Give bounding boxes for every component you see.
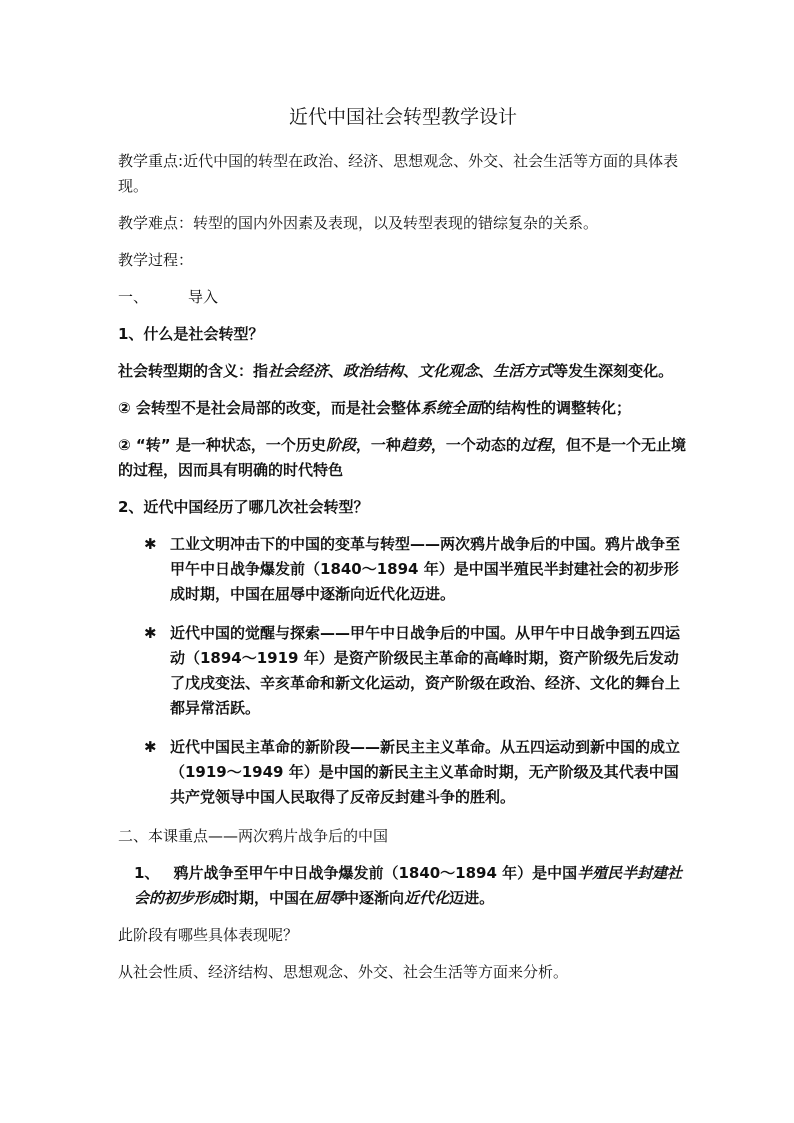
asterisk-bullet-icon: ✱: [144, 624, 157, 642]
list-item: ✱ 近代中国的觉醒与探索——甲午中日战争后的中国。从甲午中日战争到五四运动（1894～1919 年）是资产阶级民主革命的高峰时期，资产阶级先后发动了戊戌变法、辛亥革命和新文化运动，资产阶级在政治、经济、文化的舞台上都异常活跃。: [118, 621, 686, 721]
point-one-paragraph: ② 会转型不是社会局部的改变，而是社会整体系统全面的结构性的调整转化；: [118, 399, 631, 417]
list-item: ✱ 近代中国民主革命的新阶段——新民主主义革命。从五四运动到新中国的成立（1919～1949 年）是中国的新民主主义革命时期，无产阶级及其代表中国共产党领导中国人民取得了反帝反封建斗争的胜利。: [118, 735, 686, 810]
section-one-title: 导入: [188, 288, 219, 306]
asterisk-bullet-icon: ✱: [144, 738, 157, 756]
section-one-heading: [118, 285, 686, 310]
teaching-difficulty: 教学难点：转型的国内外因素及表现，以及转型表现的错综复杂的关系。: [118, 214, 599, 232]
document-page: [118, 102, 686, 997]
asterisk-bullet-icon: ✱: [144, 535, 157, 553]
key-point-label: 教学重点: [118, 152, 179, 170]
document-title: 近代中国社会转型教学设计: [288, 106, 517, 128]
question-two-heading: 2、近代中国经历了哪几次社会转型？: [118, 498, 369, 516]
definition-paragraph: 社会转型期的含义：指社会经济、政治结构、文化观念、生活方式等发生深刻变化。: [118, 362, 674, 380]
teaching-process-label: 教学过程：: [118, 251, 194, 269]
subsection-one-paragraph: 1、 鸦片战争至甲午中日战争爆发前（1840～1894 年）是中国半殖民半封建社会的初步形成时期，中国在屈辱中逐渐向近代化迈进。: [134, 864, 683, 907]
key-point-text: 近代中国的转型在政治、经济、思想观念、外交、社会生活等方面的具体表现。: [118, 152, 679, 195]
section-two-heading: 二、本课重点——两次鸦片战争后的中国: [118, 827, 389, 845]
analysis-note: 从社会性质、经济结构、思想观念、外交、社会生活等方面来分析。: [118, 963, 569, 981]
list-item: ✱ 工业文明冲击下的中国的变革与转型——两次鸦片战争后的中国。鸦片战争至甲午中日战争爆发前（1840～1894 年）是中国半殖民半封建社会的初步形成时期，中国在屈辱中逐渐向近代化迈进。: [118, 532, 686, 607]
point-two-paragraph: ② “转” 是一种状态，一个历史阶段，一种趋势，一个动态的过程，但不是一个无止境的过程，因而具有明确的时代特色: [118, 436, 686, 479]
section-one-number: 一、: [118, 288, 149, 306]
teaching-key-point: 教学重点:近代中国的转型在政治、经济、思想观念、外交、社会生活等方面的具体表现。: [118, 152, 679, 195]
question-one-heading: 1、什么是社会转型？: [118, 325, 264, 343]
stage-question: 此阶段有哪些具体表现呢？: [118, 926, 299, 944]
transformation-list: [118, 532, 686, 810]
